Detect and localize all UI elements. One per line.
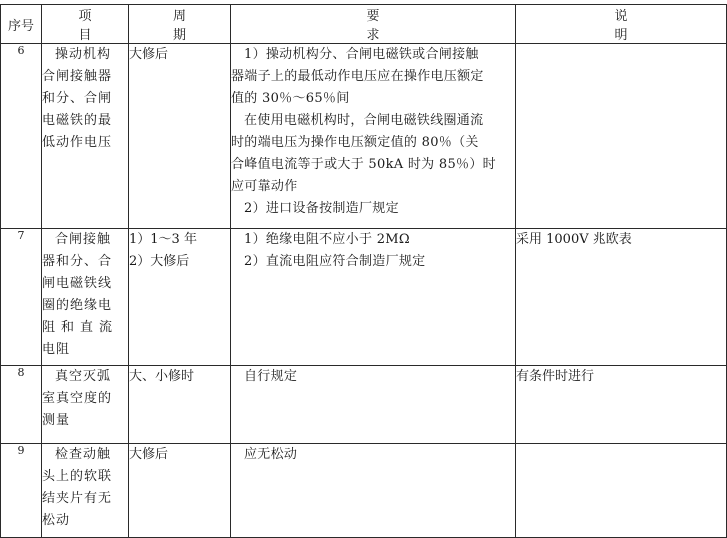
period-line: 大修后 xyxy=(129,447,169,462)
header-row xyxy=(1,5,727,44)
item-cell xyxy=(42,229,129,366)
requirement-line: 2）直流电阻应符合制造厂规定 xyxy=(244,254,426,269)
item-line: 低动作电压 xyxy=(42,135,113,150)
item-line: 结夹片有无 xyxy=(42,491,113,506)
note-cell xyxy=(516,366,727,444)
period-line: 2）大修后 xyxy=(129,254,190,269)
item-line: 松动 xyxy=(42,513,71,528)
table-row xyxy=(1,44,727,229)
item-line: 真空灭弧 xyxy=(55,369,112,384)
requirement-line: 器端子上的最低动作电压应在操作电压额定 xyxy=(231,69,484,84)
item-line: 检查动触 xyxy=(55,447,112,462)
period-line: 大、小修时 xyxy=(129,369,195,384)
period-cell xyxy=(129,366,231,444)
header-note: 说 明 xyxy=(516,5,727,44)
note-cell xyxy=(516,229,727,366)
table-header xyxy=(1,5,727,44)
row-number: 6 xyxy=(1,44,42,229)
item-cell xyxy=(42,366,129,444)
item-line: 室真空度的 xyxy=(42,391,113,406)
item-cell xyxy=(42,444,129,538)
note-line: 采用 1000V 兆欧表 xyxy=(516,232,632,247)
item-line: 电阻 xyxy=(42,342,71,357)
table-body xyxy=(1,44,727,538)
requirement-line: 1）绝缘电阻不应小于 2MΩ xyxy=(244,232,410,247)
requirement-cell xyxy=(231,366,516,444)
item-line: 操动机构 xyxy=(55,47,112,62)
period-cell xyxy=(129,44,231,229)
row-number: 9 xyxy=(1,444,42,538)
table-row xyxy=(1,444,727,538)
item-line: 圈的绝缘电 xyxy=(42,298,113,313)
row-number: 8 xyxy=(1,366,42,444)
item-line: 器和分、合 xyxy=(42,254,113,269)
table-row xyxy=(1,229,727,366)
item-line: 合闸接触 xyxy=(55,232,112,247)
table-row xyxy=(1,366,727,444)
requirement-line: 1）操动机构分、合闸电磁铁或合闸接触 xyxy=(244,47,479,62)
item-cell xyxy=(42,44,129,229)
note-cell xyxy=(516,444,727,538)
item-line: 头上的软联 xyxy=(42,469,113,484)
requirement-line: 应可靠动作 xyxy=(231,179,298,194)
item-line: 测量 xyxy=(42,413,71,428)
requirement-line: 2）进口设备按制造厂规定 xyxy=(244,201,399,216)
requirement-cell xyxy=(231,44,516,229)
requirement-cell xyxy=(231,229,516,366)
note-line: 有条件时进行 xyxy=(516,369,595,384)
header-period: 周 期 xyxy=(129,5,231,44)
item-line: 合闸接触器 xyxy=(42,69,113,84)
header-item: 项 目 xyxy=(42,5,129,44)
item-line: 和分、合闸 xyxy=(42,91,113,106)
requirement-cell xyxy=(231,444,516,538)
requirement-line: 合峰值电流等于或大于 50kA 时为 85％）时 xyxy=(231,157,496,172)
requirement-line: 值的 30％～65％间 xyxy=(231,91,350,106)
period-cell xyxy=(129,444,231,538)
item-line: 电磁铁的最 xyxy=(42,113,113,128)
requirement-line: 应无松动 xyxy=(244,447,298,462)
note-cell xyxy=(516,44,727,229)
test-items-table xyxy=(0,4,727,538)
row-number: 7 xyxy=(1,229,42,366)
period-line: 1）1～3 年 xyxy=(129,232,197,247)
requirement-line: 时的端电压为操作电压额定值的 80％（关 xyxy=(231,135,479,150)
period-cell xyxy=(129,229,231,366)
requirement-line: 在使用电磁机构时，合闸电磁铁线圈通流 xyxy=(244,113,484,128)
header-requirement: 要 求 xyxy=(231,5,516,44)
item-line: 阻和直流 xyxy=(42,320,119,335)
header-no: 序号 xyxy=(1,5,42,44)
requirement-line: 自行规定 xyxy=(244,369,298,384)
period-line: 大修后 xyxy=(129,47,169,62)
item-line: 闸电磁铁线 xyxy=(42,276,113,291)
